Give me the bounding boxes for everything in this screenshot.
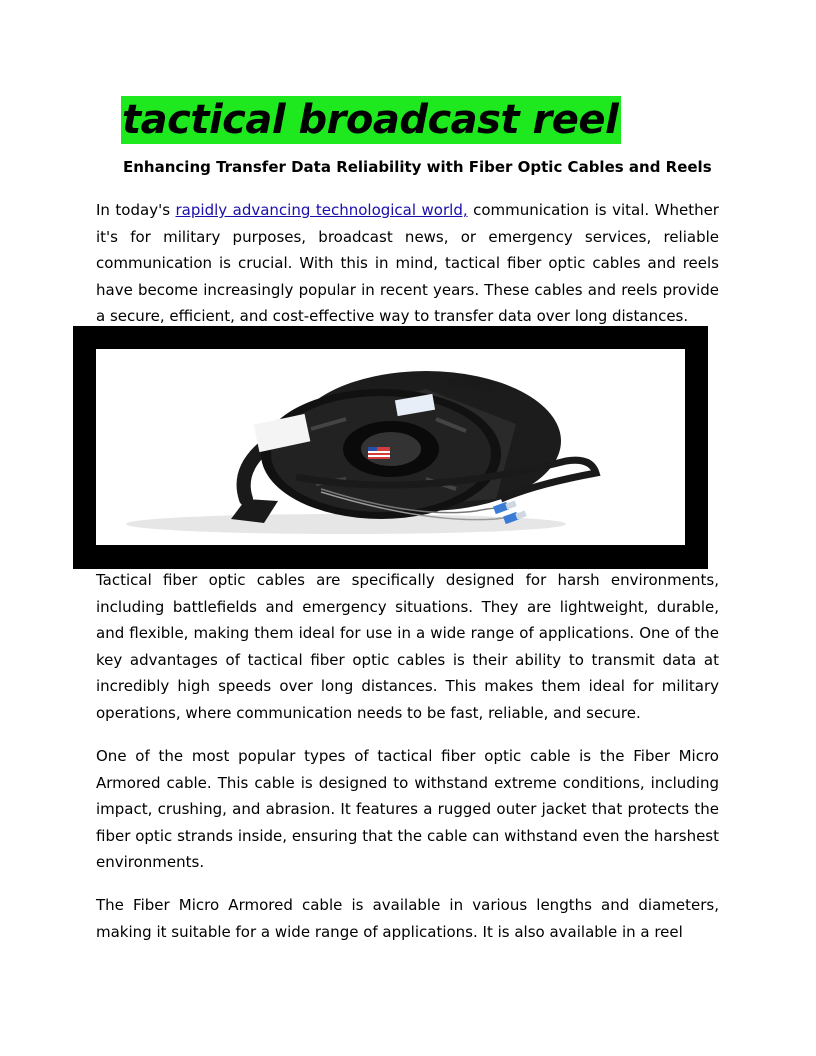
technology-link[interactable]: rapidly advancing technological world, xyxy=(175,201,468,219)
paragraph-intro-before: In today's xyxy=(96,201,176,219)
subtitle: Enhancing Transfer Data Reliability with Fiber Optic Cables and Reels xyxy=(123,158,712,176)
paragraph-lengths: The Fiber Micro Armored cable is available in various lengths and diameters, making it suitable for a wide range of applications. It is also available in a reel xyxy=(96,896,719,941)
reel-image xyxy=(96,349,685,545)
reel-image-frame xyxy=(73,326,708,569)
cable-reel-illustration xyxy=(96,349,685,545)
paragraph-intro-after: communication is vital. Whether it's for military purposes, broadcast news, or emergency services, reliable communication is crucial. With this in mind, tactical fiber optic cables and reels have become increasingly popular in recent years. These cables and reels provide a secure, efficient, and cost-effective way to transfer data over long distances. xyxy=(96,201,719,326)
paragraph-intro xyxy=(96,197,719,330)
title-block xyxy=(121,96,621,144)
page-title: tactical broadcast reel xyxy=(121,96,621,144)
paragraph-micro-armored: One of the most popular types of tactical fiber optic cable is the Fiber Micro Armored cable. This cable is designed to withstand extreme conditions, including impact, crushing, and abrasion. It features a rugged outer jacket that protects the fiber optic strands inside, ensuring that the cable can withstand even the harshest environments. xyxy=(96,747,719,872)
paragraph-harsh-environments: Tactical fiber optic cables are specifically designed for harsh environments, including battlefields and emergency situations. They are lightweight, durable, and flexible, making them ideal for use in a wide range of applications. One of the key advantages of tactical fiber optic cables is their ability to transmit data at incredibly high speeds over long distances. This makes them ideal for military operations, where communication needs to be fast, reliable, and secure. xyxy=(96,571,719,722)
